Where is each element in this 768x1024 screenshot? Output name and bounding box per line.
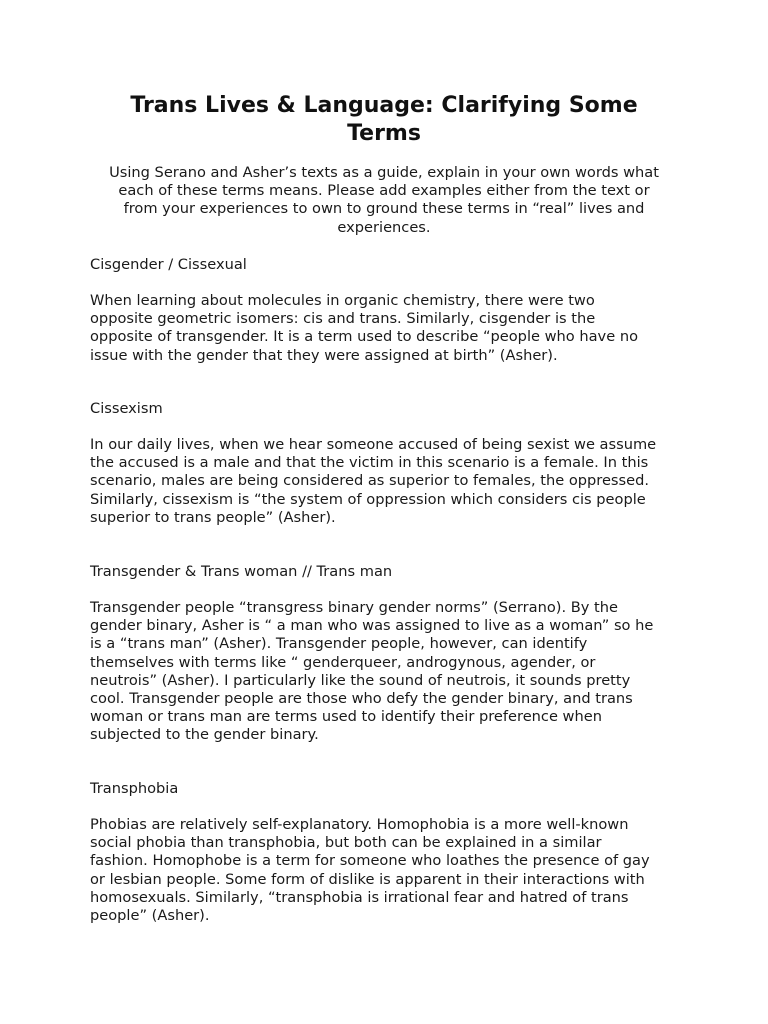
body-line: neutrois” (Asher). I particularly like the sound of neutrois, it sounds pretty — [90, 671, 631, 689]
section-heading-cisgender: Cisgender / Cissexual — [90, 256, 247, 273]
body-line: In our daily lives, when we hear someone accused of being sexist we assume — [90, 436, 657, 453]
title-line: Terms — [347, 121, 421, 146]
body-line: cool. Transgender people are those who defy the gender binary, and trans — [90, 690, 633, 708]
body-line: subjected to the gender binary. — [90, 726, 319, 744]
body-line: fashion. Homophobe is a term for someone who loathes the presence of gay — [90, 852, 650, 870]
document-title — [60, 92, 708, 148]
body-line: opposite of transgender. It is a term used to describe “people who have no — [90, 328, 638, 346]
body-line: When learning about molecules in organic chemistry, there were two — [90, 292, 595, 309]
body-line: issue with the gender that they were assigned at birth” (Asher). — [90, 346, 558, 364]
body-line: themselves with terms like “ genderqueer, androgynous, agender, or — [90, 653, 596, 671]
body-line: opposite geometric isomers: cis and trans. Similarly, cisgender is the — [90, 310, 596, 328]
body-line: Transgender people “transgress binary gender norms” (Serrano). By the — [90, 599, 618, 616]
title-line: Trans Lives & Language: Clarifying Some — [130, 93, 638, 118]
intro-line: from your experiences to own to ground these terms in “real” lives and — [123, 200, 645, 218]
body-line: superior to trans people” (Asher). — [90, 508, 336, 526]
body-line: gender binary, Asher is “ a man who was assigned to live as a woman” so he — [90, 617, 654, 635]
body-line: woman or trans man are terms used to identify their preference when — [90, 708, 602, 726]
section-body-cisgender — [90, 292, 684, 365]
body-line: is a “trans man” (Asher). Transgender people, however, can identify — [90, 635, 588, 653]
body-line: people” (Asher). — [90, 907, 210, 925]
body-line: Phobias are relatively self-explanatory. Homophobia is a more well-known — [90, 816, 629, 833]
body-line: social phobia than transphobia, but both can be explained in a similar — [90, 834, 602, 852]
intro-line: experiences. — [337, 218, 431, 236]
body-line: the accused is a male and that the victim in this scenario is a female. In this — [90, 454, 649, 472]
section-body-transgender — [90, 599, 684, 745]
section-heading-transgender: Transgender & Trans woman // Trans man — [90, 563, 393, 580]
intro-line: Using Serano and Asher’s texts as a guide, explain in your own words what — [109, 164, 659, 181]
intro-line: each of these terms means. Please add examples either from the text or — [118, 182, 650, 200]
body-line: homosexuals. Similarly, “transphobia is irrational fear and hatred of trans — [90, 888, 629, 906]
section-body-transphobia — [90, 816, 684, 925]
section-heading-cissexism: Cissexism — [90, 400, 163, 417]
body-line: or lesbian people. Some form of dislike is apparent in their interactions with — [90, 870, 645, 888]
body-line: Similarly, cissexism is “the system of oppression which considers cis people — [90, 490, 646, 508]
body-line: scenario, males are being considered as superior to females, the oppressed. — [90, 472, 650, 490]
section-body-cissexism — [90, 436, 684, 527]
section-heading-transphobia: Transphobia — [90, 780, 179, 797]
intro-paragraph — [90, 164, 678, 237]
